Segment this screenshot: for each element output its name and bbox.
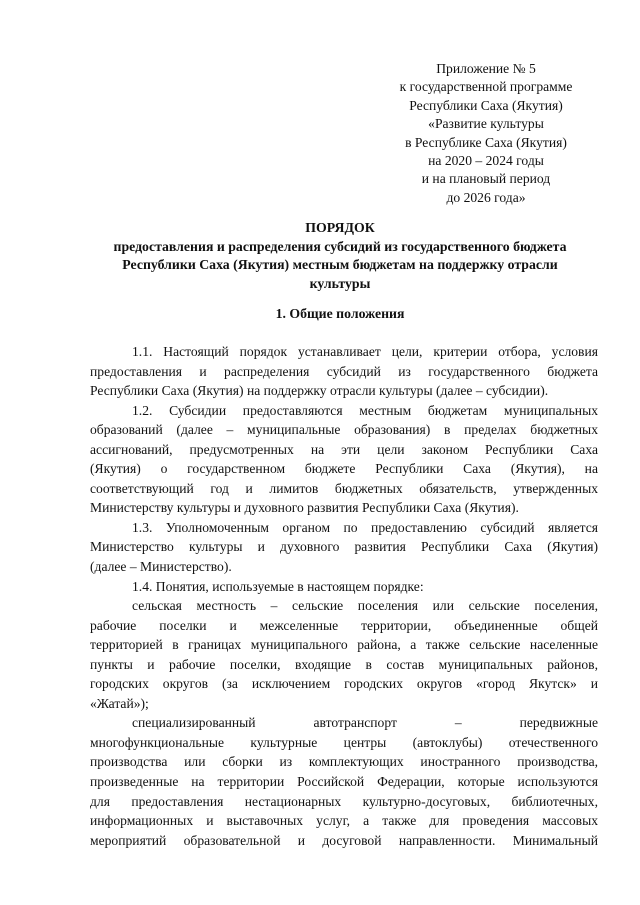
paragraph-line: специализированный автотранспорт – передвижные — [132, 715, 598, 731]
document-title — [84, 219, 596, 293]
paragraph-line: предоставления и распределения субсидий из государственного бюджета — [90, 363, 598, 379]
title-line: ПОРЯДОК — [305, 220, 375, 235]
paragraph-line: производства или сборки из комплектующих иностранного производства, — [90, 754, 598, 770]
title-line: культуры — [309, 275, 371, 291]
paragraph-line: (далее – Министерство). — [90, 559, 232, 575]
paragraph-line: для предоставления нестационарных культурно-досуговых, библиотечных, — [90, 793, 598, 809]
paragraph-line: мероприятий образовательной и досуговой направленности. Минимальный — [90, 832, 598, 848]
paragraph-line: городских округов (за исключением городских округов «город Якутск» и — [90, 676, 598, 692]
paragraph-line: Министерство культуры и духовного развития Республики Саха (Якутия) — [90, 539, 598, 555]
paragraph-line: ассигнований, предусмотренных на эти цели законом Республики Саха — [90, 441, 598, 457]
body-text — [90, 342, 598, 850]
appendix-line: на 2020 – 2024 годы — [428, 153, 544, 169]
paragraph-line: соответствующий год и лимитов бюджетных обязательств, утвержденных — [90, 480, 598, 496]
paragraph-line: 1.3. Уполномоченным органом по предоставлению субсидий является — [132, 519, 598, 535]
title-line: предоставления и распределения субсидий из государственного бюджета — [113, 238, 567, 254]
paragraph-line: рабочие поселки и межселенные территории, объединенные общей — [90, 617, 598, 633]
title-line: Республики Саха (Якутия) местным бюджетам на поддержку отрасли — [122, 257, 558, 273]
appendix-line: к государственной программе — [399, 79, 573, 95]
appendix-header — [360, 60, 612, 207]
paragraph-line: территорией в границах муниципального района, а также сельские населенные — [90, 637, 598, 653]
paragraph-line: произведенные на территории Российской Федерации, которые используются — [90, 774, 598, 790]
appendix-line: «Развитие культуры — [428, 116, 544, 132]
paragraph-line: 1.4. Понятия, используемые в настоящем порядке: — [132, 578, 424, 594]
paragraph-line: многофункциональные культурные центры (автоклубы) отечественного — [90, 734, 598, 750]
paragraph-line: Министерству культуры и духовного развития Республики Саха (Якутия). — [90, 500, 519, 516]
appendix-line: и на плановый период — [421, 171, 551, 187]
paragraph-line: образований (далее – муниципальные образования) в пределах бюджетных — [90, 422, 598, 438]
paragraph-line: пункты и рабочие поселки, входящие в состав муниципальных районов, — [90, 656, 598, 672]
paragraph-line: 1.2. Субсидии предоставляются местным бюджетам муниципальных — [132, 402, 598, 418]
paragraph-line: «Жатай»); — [90, 695, 149, 711]
paragraph-line: информационных и выставочных услуг, а также для проведения массовых — [90, 813, 598, 829]
section-heading: 1. Общие положения — [275, 306, 405, 321]
paragraph-line: Республики Саха (Якутия) на поддержку отрасли культуры (далее – субсидии). — [90, 383, 549, 399]
appendix-line: в Республике Саха (Якутия) — [405, 134, 567, 150]
paragraph-line: (Якутия) о государственном бюджете Республики Саха (Якутия), на — [90, 461, 598, 477]
paragraph-line: сельская местность – сельские поселения или сельские поселения, — [132, 598, 598, 614]
appendix-line: Республики Саха (Якутия) — [409, 97, 563, 113]
appendix-line: до 2026 года» — [446, 189, 526, 205]
appendix-line: Приложение № 5 — [436, 61, 536, 76]
paragraph-line: 1.1. Настоящий порядок устанавливает цели, критерии отбора, условия — [132, 344, 598, 359]
